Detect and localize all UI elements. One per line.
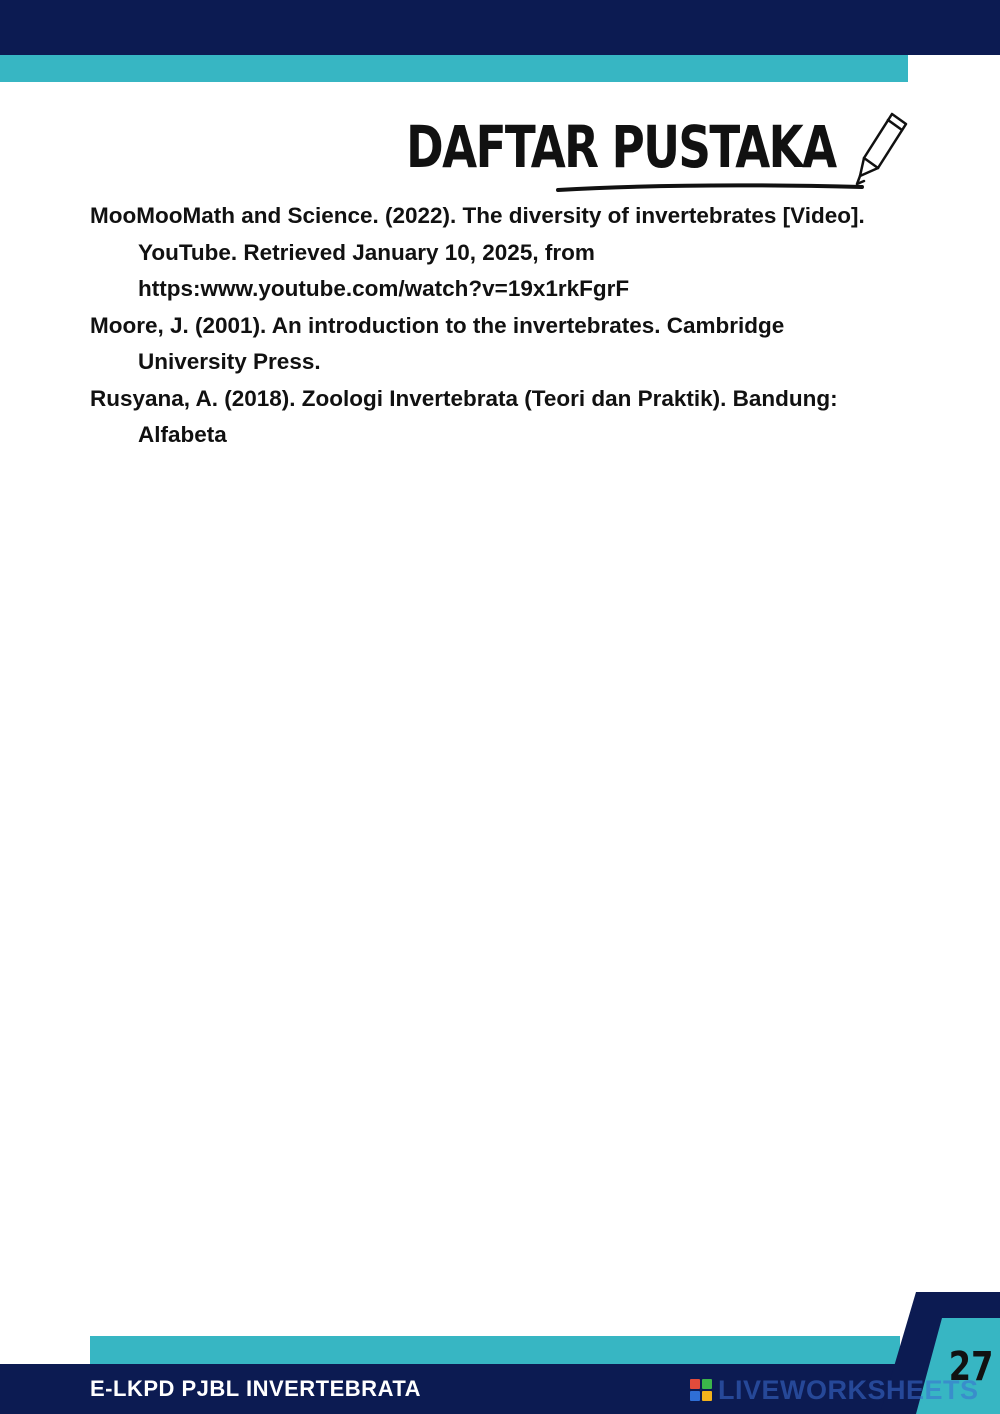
footer-band-teal — [90, 1336, 900, 1364]
page-number: 27 — [948, 1344, 994, 1390]
reference-list — [90, 198, 890, 454]
page-title: DAFTAR PUSTAKA — [406, 113, 836, 181]
liveworksheets-logo-icon — [690, 1379, 712, 1401]
pen-icon — [848, 110, 912, 190]
liveworksheets-watermark — [690, 1376, 979, 1404]
reference-entry: MooMooMath and Science. (2022). The diversity of invertebrates [Video]. YouTube. Retrieved January 10, 2025, from https:www.youtube.com/watch?v=19x1rkFgrF — [90, 203, 865, 301]
title-underline — [556, 176, 866, 196]
reference-entry: Rusyana, A. (2018). Zoologi Invertebrata (Teori dan Praktik). Bandung: Alfabeta — [90, 385, 838, 447]
footer-label: E-LKPD PJBL INVERTEBRATA — [90, 1376, 422, 1401]
header-band-teal — [0, 55, 908, 82]
reference-entry: Moore, J. (2001). An introduction to the invertebrates. Cambridge University Press. — [90, 312, 785, 374]
header-band-navy — [0, 0, 1000, 55]
watermark-text: LIVEWORKSHEETS — [718, 1374, 979, 1405]
